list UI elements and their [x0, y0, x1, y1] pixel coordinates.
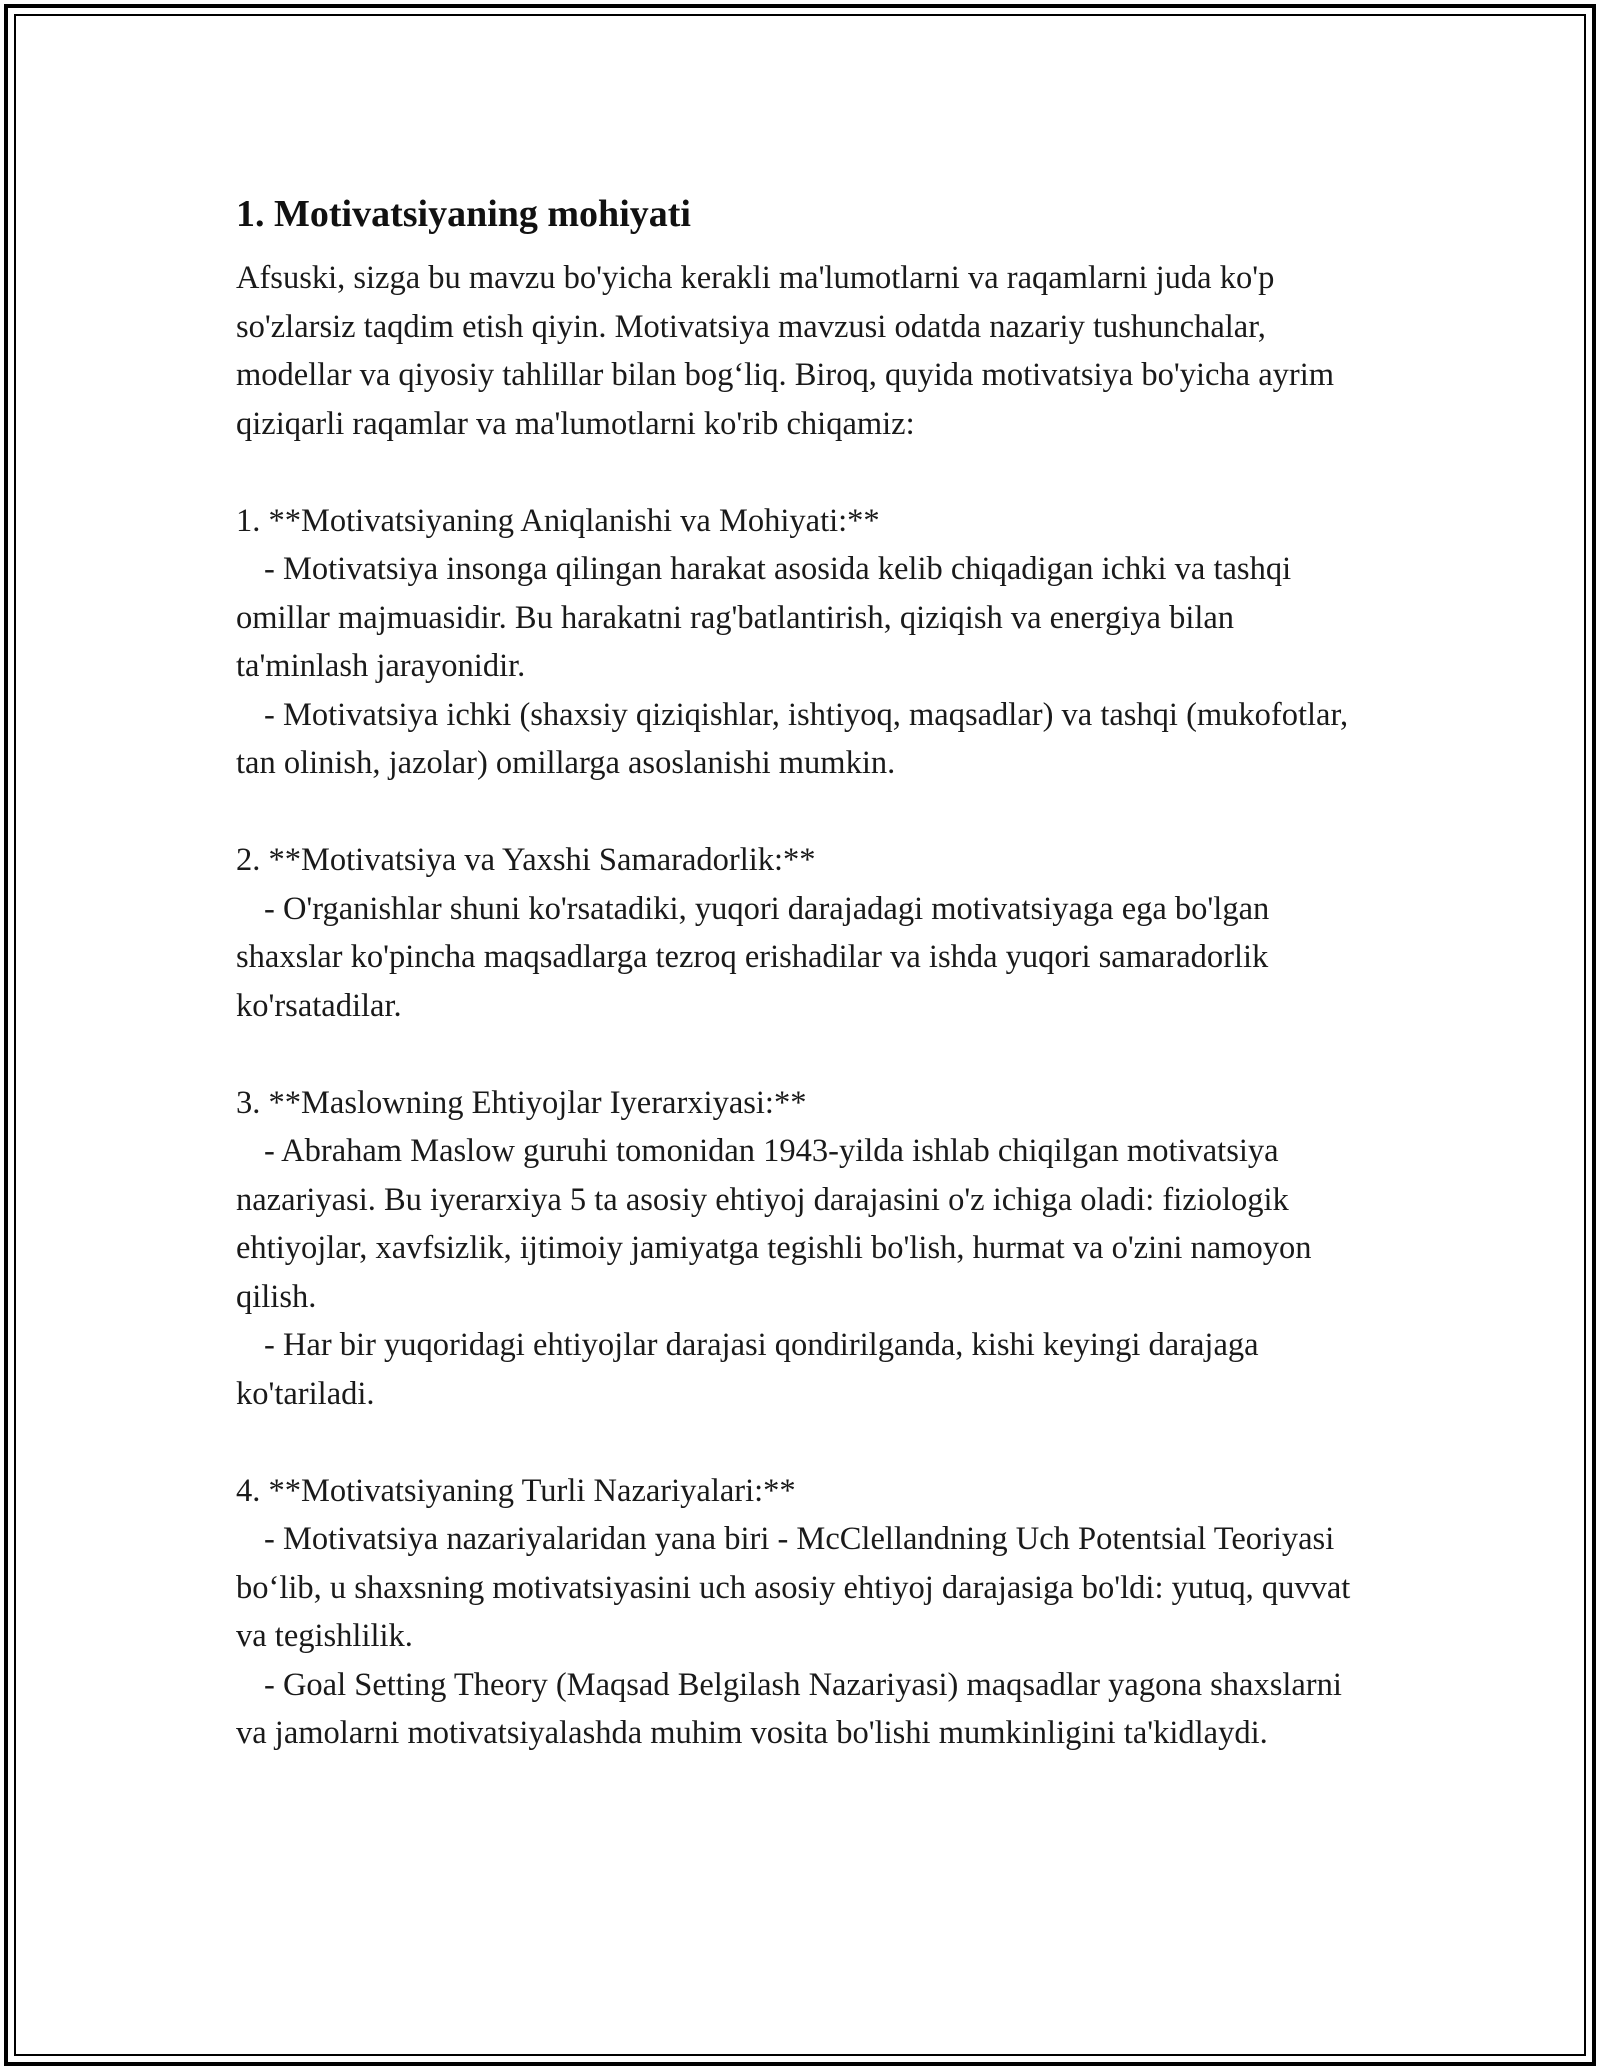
section-4-heading: 4. **Motivatsiyaning Turli Nazariyalari:** [236, 1472, 796, 1509]
section-1-heading: 1. **Motivatsiyaning Aniqlanishi va Mohiyati:** [236, 502, 880, 539]
section-1-item-1: - Motivatsiya insonga qilingan harakat asosida kelib chiqadigan ichki va tashqi omillar majmuasidir. Bu harakatni rag'batlantirish, qiziqish va energiya bilan ta'minlash jarayonidir. [236, 551, 1292, 684]
section-3-item-1: - Abraham Maslow guruhi tomonidan 1943-yilda ishlab chiqilgan motivatsiya nazariyasi. Bu iyerarxiya 5 ta asosiy ehtiyoj darajasini o'z ichiga oladi: fiziologik ehtiyojlar, xavfsizlik, ijtimoiy jamiyatga tegishli bo'lish, hurmat va o'zini namoyon qilish. [236, 1133, 1312, 1315]
section-2-item-1: - O'rganishlar shuni ko'rsatadiki, yuqori darajadagi motivatsiyaga ega bo'lgan shaxslar ko'pincha maqsadlarga tezroq erishadilar va ishda yuqori samaradorlik ko'rsatadilar. [236, 890, 1270, 1024]
section-1-item-2: - Motivatsiya ichki (shaxsiy qiziqishlar, ishtiyoq, maqsadlar) va tashqi (mukofotlar, tan olinish, jazolar) omillarga asoslanishi mumkin. [236, 696, 1349, 781]
spacer [236, 788, 1366, 837]
section-4-item-2: - Goal Setting Theory (Maqsad Belgilash Nazariyasi) maqsadlar yagona shaxslarni va jamolarni motivatsiyalashda muhim vosita bo'lishi mumkinligini ta'kidlaydi. [236, 1666, 1342, 1751]
document-title: 1. Motivatsiyaning mohiyati [236, 193, 691, 235]
document-body [236, 186, 1366, 1758]
section-3-heading: 3. **Maslowning Ehtiyojlar Iyerarxiyasi:** [236, 1084, 807, 1121]
spacer [236, 1418, 1366, 1467]
section-3-item-2: - Har bir yuqoridagi ehtiyojlar darajasi qondirilganda, kishi keyingi darajaga ko'tariladi. [236, 1327, 1259, 1412]
intro-paragraph: Afsuski, sizga bu mavzu bo'yicha kerakli ma'lumotlarni va raqamlarni juda ko'p so'zlarsiz taqdim etish qiyin. Motivatsiya mavzusi odatda nazariy tushunchalar, modellar va qiyosiy tahlillar bilan bog‘liq. Biroq, quyida motivatsiya bo'yicha ayrim qiziqarli raqamlar va ma'lumotlarni ko'rib chiqamiz: [236, 260, 1335, 442]
section-2-heading: 2. **Motivatsiya va Yaxshi Samaradorlik:** [236, 842, 816, 878]
spacer [236, 1030, 1366, 1079]
spacer [236, 448, 1366, 497]
section-4-item-1: - Motivatsiya nazariyalaridan yana biri - McClellandning Uch Potentsial Teoriyasi bo‘lib, u shaxsning motivatsiyasini uch asosiy ehtiyoj darajasiga bo'ldi: yutuq, quvvat va tegishlilik. [236, 1521, 1351, 1654]
